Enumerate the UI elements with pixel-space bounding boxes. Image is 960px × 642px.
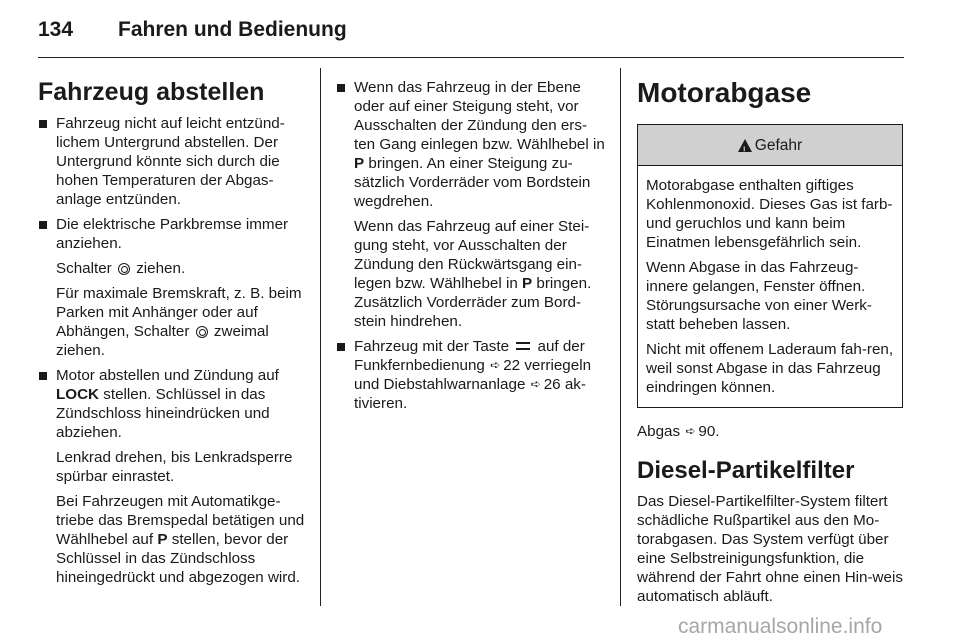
list-item — [336, 337, 606, 413]
page-reference-arrow-icon: ➪ — [530, 377, 541, 391]
danger-box — [637, 124, 903, 408]
section-title-motorabgase: Motorabgase — [637, 77, 812, 108]
text: Bei Fahrzeugen mit Automatikge-triebe das Bremspedal betätigen und Wählhebel auf — [56, 493, 305, 548]
text: Wenn das Fahrzeug auf einer Stei-gung steht, vor Ausschalten der Zündung den Rückwärtsgang ein-legen bzw. Wählhebel in — [354, 218, 590, 292]
section-title-diesel-partikelfilter: Diesel-Partikelfilter — [637, 457, 855, 484]
bullet-icon — [39, 221, 47, 229]
paragraph: Motorabgase enthalten giftiges Kohlenmonoxid. Dieses Gas ist farb- und geruchlos und kann beim Einatmen lebensgefährlich sein. — [646, 177, 893, 251]
list-item-text: Fahrzeug nicht auf leicht entzünd-lichem Untergrund abstellen. Der Untergrund könnte sich durch die hohen Temperaturen der Abgas-anlage entzünden. — [56, 115, 285, 208]
danger-label: Gefahr — [754, 136, 803, 154]
paragraph: Lenkrad drehen, bis Lenkradsperre spürbar einrastet. — [56, 449, 293, 485]
text: Fahrzeug mit der Taste — [354, 338, 510, 355]
section-title-fahrzeug-abstellen: Fahrzeug abstellen — [38, 78, 265, 106]
list-item — [38, 366, 306, 442]
bold-text: LOCK — [56, 386, 100, 403]
column-3 — [637, 68, 905, 612]
text: stellen, bevor der Schlüssel in das Zündschloss hineingedrückt und abgezogen wird. — [56, 531, 301, 586]
text: auf der Funkfernbedienung — [354, 338, 585, 374]
watermark: carmanualsonline.info — [678, 615, 883, 638]
page-reference-link[interactable]: 22 — [503, 357, 521, 374]
danger-header — [638, 125, 902, 166]
page-reference-link[interactable]: 26 — [543, 376, 561, 393]
paragraph — [336, 217, 606, 331]
paragraph — [38, 259, 306, 278]
list-item — [38, 114, 306, 209]
paragraph: Wenn Abgase in das Fahrzeug-innere gelangen, Fenster öffnen. Störungsursache von einer Werk-statt beheben lassen. — [646, 259, 872, 333]
text: zweimal ziehen. — [56, 323, 269, 359]
list-item-text: Die elektrische Parkbremse immer anziehen. — [56, 216, 289, 252]
list-item — [336, 78, 606, 211]
paragraph — [38, 284, 306, 360]
text: bringen. Zusätzlich Vorderräder zum Bord-stein hindrehen. — [354, 275, 592, 330]
parking-brake-switch-icon — [196, 326, 208, 338]
bullet-icon — [39, 372, 47, 380]
column-divider-1 — [320, 68, 321, 606]
page-number: 134 — [38, 18, 74, 41]
abgas-reference — [637, 422, 905, 441]
paragraph: Nicht mit offenem Laderaum fah-ren, weil sonst Abgase in das Fahrzeug eindringen können. — [646, 341, 894, 396]
lock-key-icon — [516, 342, 530, 350]
paragraph: Das Diesel-Partikelfilter-System filtert schädliche Rußpartikel aus den Mo-torabgasen. Das System verfügt über eine Selbstreinigungsfunktion, die während der Fahrt ohne einen Hin-weis automatisch abläuft. — [637, 493, 903, 605]
column-divider-2 — [620, 68, 621, 606]
list-item — [38, 215, 306, 253]
parking-brake-switch-icon — [118, 263, 130, 275]
page-header — [38, 18, 922, 46]
warning-triangle-icon — [738, 139, 752, 152]
chapter-title: Fahren und Bedienung — [118, 18, 347, 41]
text: Für maximale Bremskraft, z. B. beim Parken mit Anhänger oder auf Abhängen, Schalter — [56, 285, 302, 340]
bullet-icon — [337, 343, 345, 351]
danger-body — [638, 166, 902, 407]
text: Motor abstellen und Zündung auf — [56, 367, 279, 384]
text: bringen. An einer Steigung zu-sätzlich Vorderräder vom Bordstein wegdrehen. — [354, 155, 591, 210]
column-2 — [336, 68, 606, 419]
text: stellen. Schlüssel in das Zündschloss hineindrücken und abziehen. — [56, 386, 270, 441]
column-1 — [38, 68, 306, 593]
header-divider — [38, 57, 904, 58]
text: ak-tivieren. — [354, 376, 586, 412]
text: ziehen. — [136, 260, 186, 277]
bold-text: P — [354, 155, 365, 172]
text: Abgas — [637, 423, 681, 440]
text: Schalter — [56, 260, 112, 277]
bullet-icon — [39, 120, 47, 128]
bold-text: P — [522, 275, 533, 292]
page-reference-arrow-icon: ➪ — [685, 424, 696, 438]
bold-text: P — [157, 531, 168, 548]
paragraph — [38, 492, 306, 587]
page-reference-link[interactable]: 90. — [698, 423, 720, 440]
text: Wenn das Fahrzeug in der Ebene oder auf einer Steigung steht, vor Ausschalten der Zündung den ers-ten Gang einlegen bzw. Wählhebel in — [354, 79, 605, 153]
text: verriegeln und Diebstahlwarnanlage — [354, 357, 592, 393]
bullet-icon — [337, 84, 345, 92]
page-reference-arrow-icon: ➪ — [490, 358, 501, 372]
